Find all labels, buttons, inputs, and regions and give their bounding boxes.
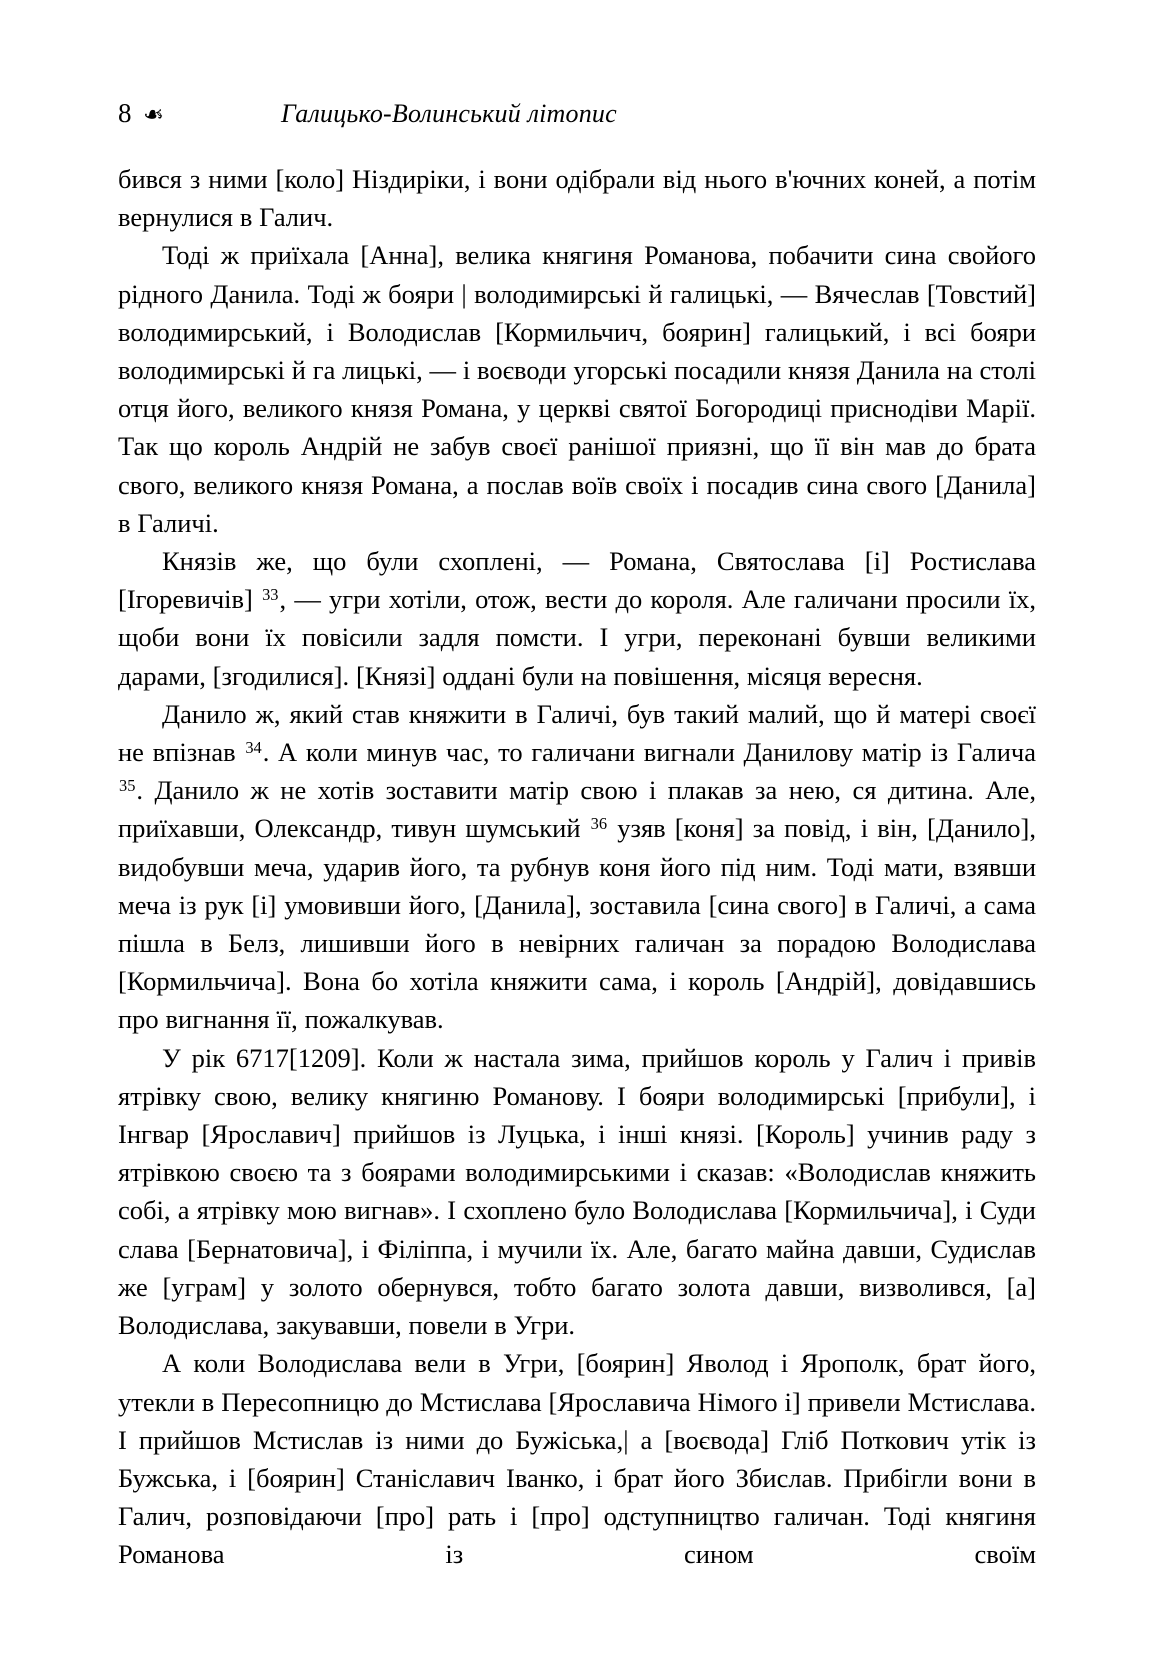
- body-text-block: [118, 160, 1036, 1574]
- paragraph-3-text-after-footnote: , — угри хотіли, отож, вести до короля. Але галичани просили їх, щоби вони їх повісили задля помсти. І угри, переконані бувши великими дарами, [згодилися]. [Князі] оддані були на повішення, місяця вересня.: [118, 584, 1036, 691]
- paragraph-1: бився з ними [коло] Ніздиріки, і вони одібрали від нього в'ючних коней, а потім вернулися в Галич.: [118, 164, 1036, 233]
- paragraph-4-seg-0: Данило ж, який став княжити в Галичі, був такий малий, що й матері своєї не впізнав: [118, 698, 1036, 768]
- paragraph-6: А коли Володислава вели в Угри, [боярин] Яволод і Ярополк, брат його, утекли в Пересопницю до Мстислава [Ярославича Німого і] привели Мстислава. І прийшов Мстислав із ними до Бужіська,| а [воєвода] Гліб Поткович утік із Бужська, і [боярин] Станіславич Іванко, і брат його Збислав. Прибігли вони в Галич, розповідаючи [про] рать і [про] одступництво галичан. Тоді княгиня Романова із сином своїм: [118, 1348, 1036, 1570]
- paragraph-3: [118, 542, 1036, 695]
- footnote-marker-34: 34: [245, 737, 262, 757]
- running-head: [118, 100, 1036, 140]
- paragraph-5: У рік 6717[1209]. Коли ж настала зима, прийшов король у Галич і привів ятрівку свою, велику княгиню Романову. І бояри володимирські [прибули], і Інгвар [Ярославич] прийшов із Луцька, і інші князі. [Король] учинив раду з ятрівкою своєю та з боярами володимирськими і сказав: «Володислав княжить собі, а ятрівку мою вигнав». І схоплено було Володислава [Кормильчича], і Суди слава [Бернатовича], і Філіппа, і мучили їх. Але, багато майна давши, Судислав же [уграм] у золото обернувся, тобто багато золота давши, визволився, [а] Володислава, закувавши, повели в Угри.: [118, 1042, 1036, 1341]
- footnote-marker-35: 35: [119, 775, 136, 795]
- fleuron-ornament-icon: ❧: [143, 100, 164, 129]
- footnote-marker-33: 33: [262, 584, 279, 604]
- running-title: Галицько-Волинський літопис: [280, 99, 617, 128]
- paragraph-4-seg-2: . А коли минув час, то галичани вигнали Данилову матір із Галича: [262, 737, 1036, 768]
- paragraph-3-text-before-footnote: Князів же, що були схоплені, — Романа, Святослава [і] Ростислава [Ігоревичів]: [118, 546, 1036, 615]
- page-number: 8: [118, 98, 132, 128]
- paragraph-4: [118, 695, 1036, 1039]
- paragraph-2: Тоді ж приїхала [Анна], велика княгиня Романова, побачити сина свойого рідного Данила. Тоді ж бояри | володимирські й галицькі, — Вячеслав [Товстий] володимирський, і Володислав [Кормильчич, боярин] галицький, і всі бояри володимирські й га лицькі, — і воєводи угорські посадили князя Данила на столі отця його, великого князя Романа, у церкві святої Богородиці приснодіви Марії. Так що король Андрій не забув своєї ранішої приязні, що її він мав до брата свого, великого князя Романа, а послав воїв своїх і посадив сина свого [Данила] в Галичі.: [118, 240, 1037, 538]
- paragraph-4-seg-6: узяв [коня] за повід, і він, [Данило], видобувши меча, ударив його, та рубнув коня його під ним. Тоді мати, взявши меча із рук [і] умовивши його, [Данила], зоставила [сина свого] в Галичі, а сама пішла в Белз, лишивши його в невірних галичан за порадою Володислава [Кормильчича]. Вона бо хотіла княжити сама, і король [Андрій], довідавшись про вигнання її, пожалкував.: [118, 813, 1036, 1035]
- paragraph-4-seg-4: . Данило ж не хотів зоставити матір свою і плакав за нею, ся дитина. Але, приїхавши, Олександр, тивун шумський: [118, 775, 1036, 844]
- footnote-marker-36: 36: [590, 813, 608, 833]
